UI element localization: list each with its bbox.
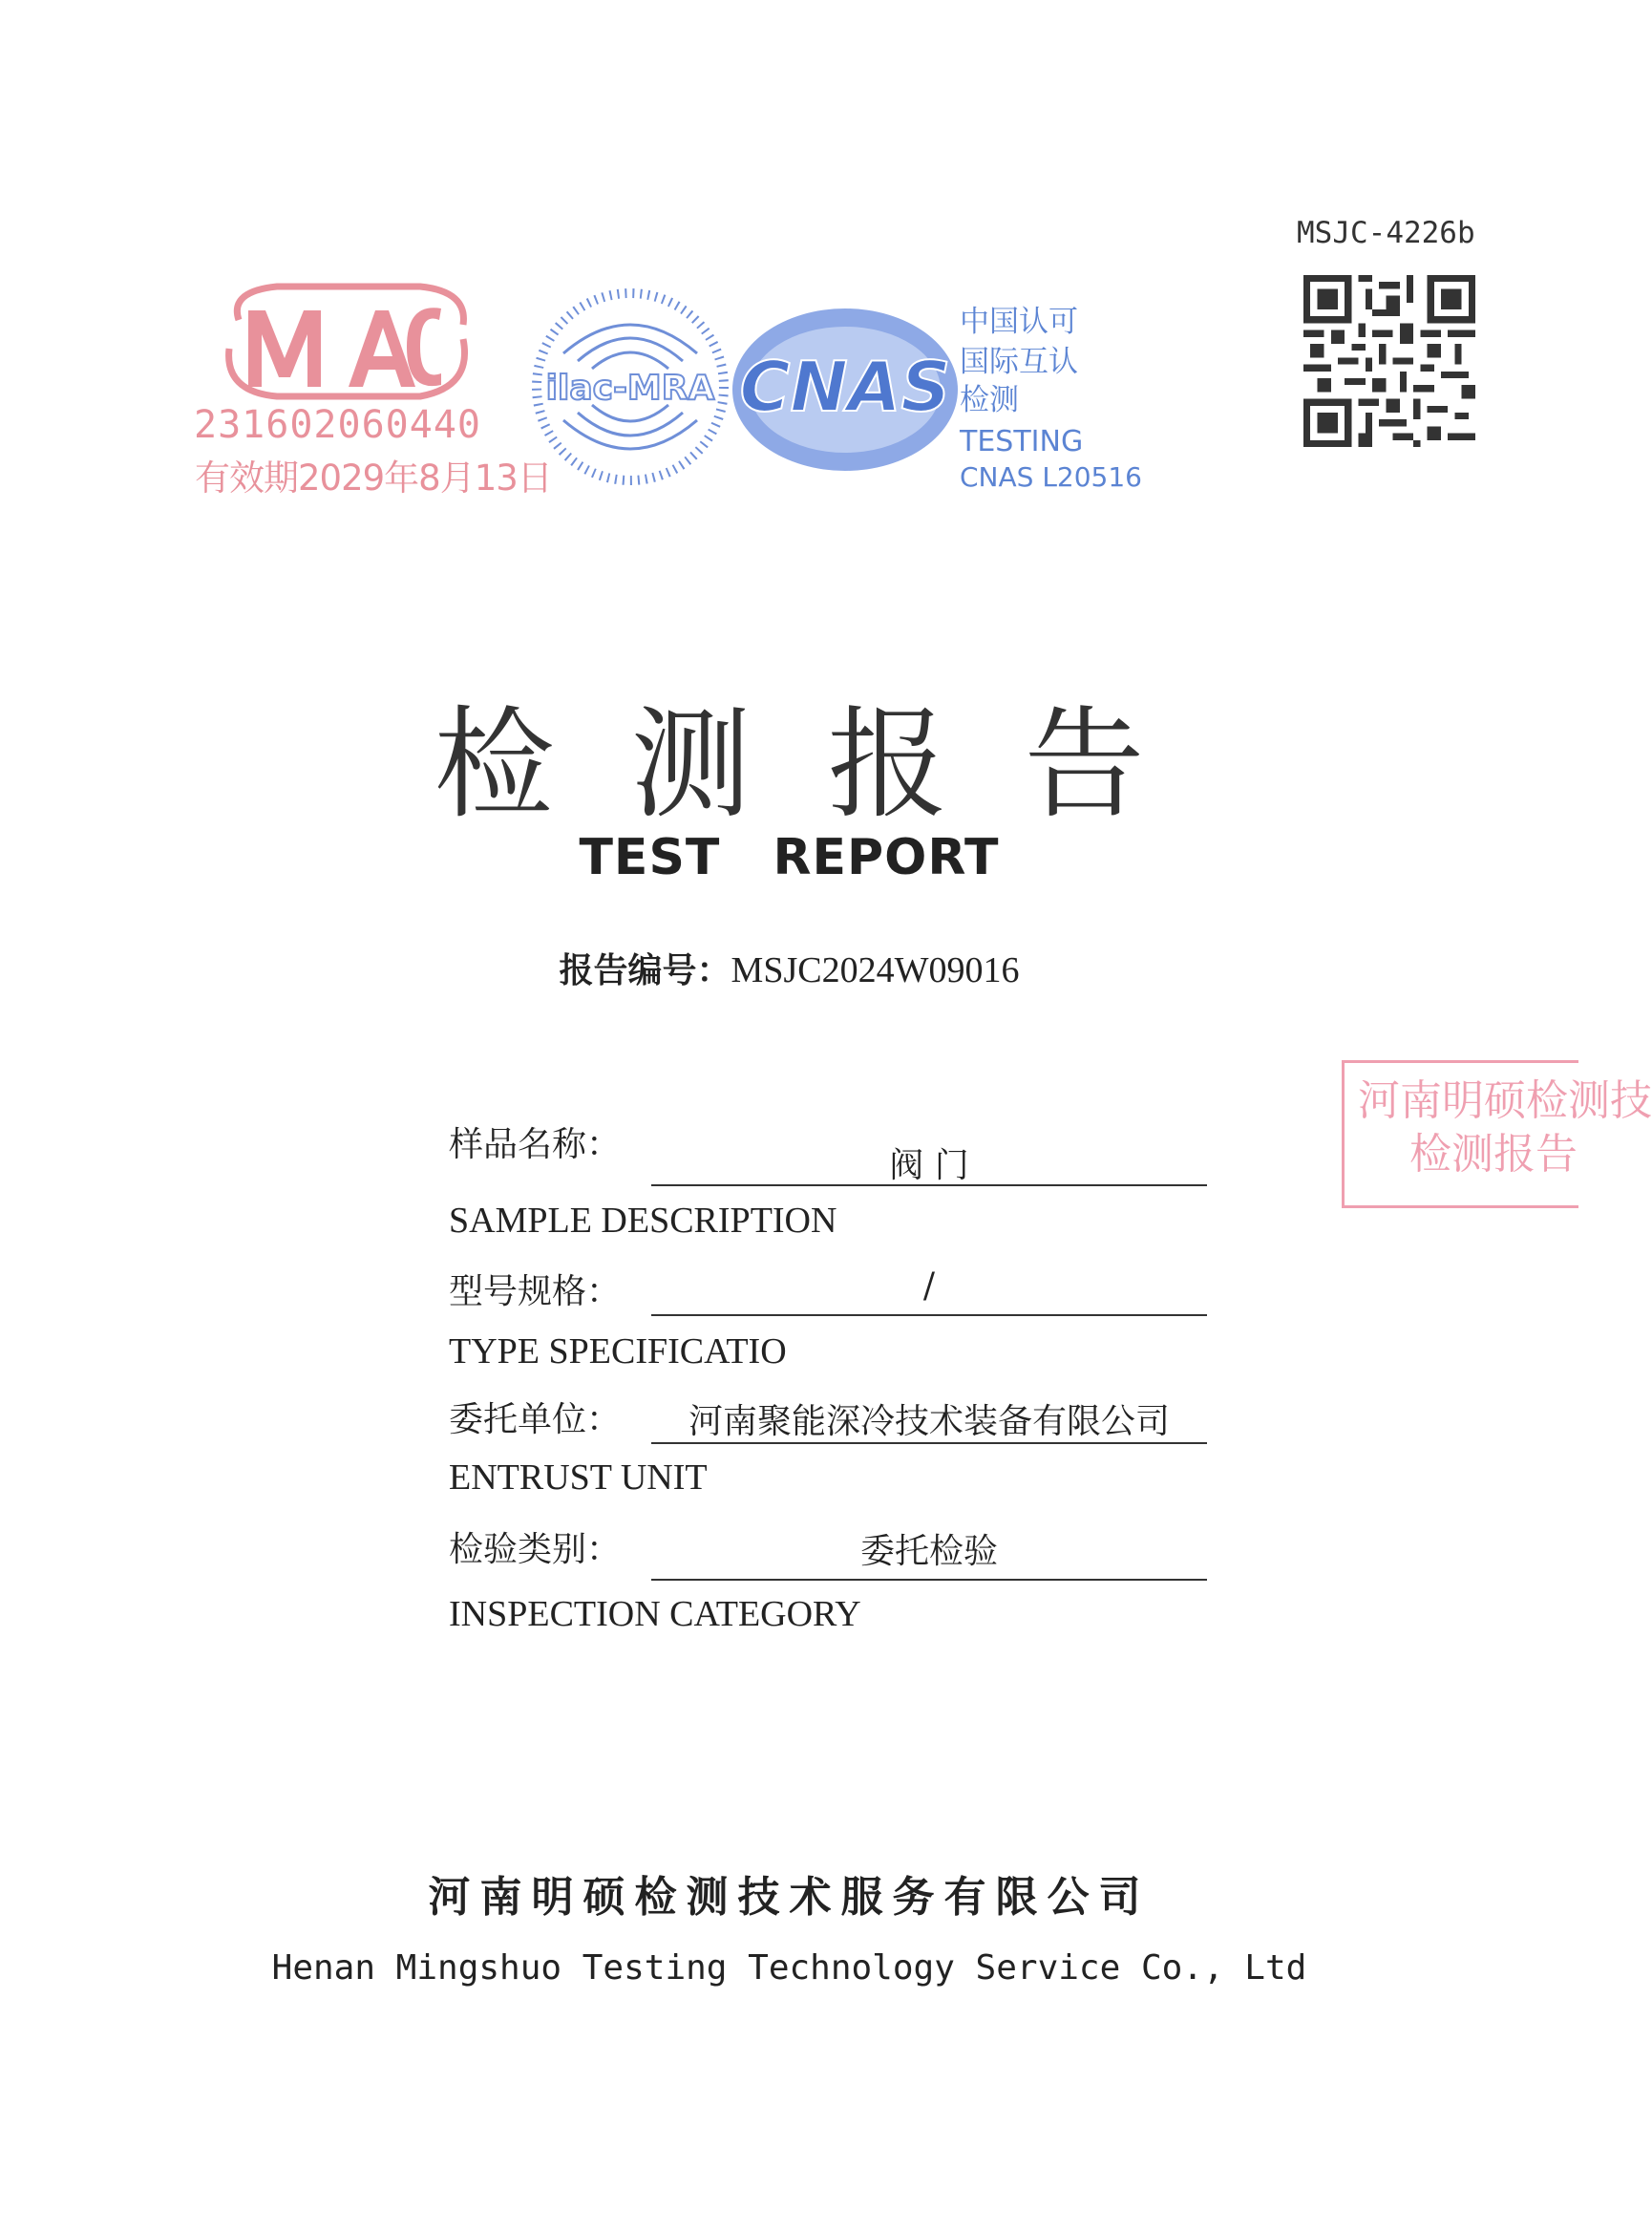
cnas-text-line2: 国际互认 bbox=[960, 345, 1078, 379]
entrust-unit-label-en: ENTRUST UNIT bbox=[449, 1457, 708, 1498]
company-name-en: Henan Mingshuo Testing Technology Service Co., Ltd bbox=[271, 1948, 1307, 1988]
report-title-cn: 检测报告 bbox=[434, 694, 1221, 835]
cma-validity: 有效期2029年8月13日 bbox=[195, 457, 552, 499]
svg-text:CNAS: CNAS bbox=[739, 347, 951, 427]
seal-line1: 河南明硕检测技 bbox=[1358, 1076, 1652, 1125]
svg-text:ilac-MRA: ilac-MRA bbox=[545, 369, 715, 408]
cnas-text-line5: CNAS L20516 bbox=[960, 461, 1142, 493]
inspection-category-value: 委托检验 bbox=[859, 1532, 998, 1571]
entrust-unit-value: 河南聚能深冷技术装备有限公司 bbox=[688, 1402, 1170, 1441]
sample-name-label: 样品名称： bbox=[449, 1125, 622, 1164]
inspection-category-label: 检验类别： bbox=[449, 1530, 622, 1569]
document-code: MSJC-4226b bbox=[1297, 216, 1475, 250]
inspection-category-label-en: INSPECTION CATEGORY bbox=[449, 1594, 861, 1634]
seal-line2: 检测报告 bbox=[1409, 1130, 1578, 1179]
model-spec-label: 型号规格： bbox=[449, 1272, 622, 1311]
report-number-label: 报告编号： bbox=[559, 951, 731, 990]
report-number-value: MSJC2024W09016 bbox=[731, 950, 1020, 990]
cnas-logo bbox=[726, 304, 964, 476]
company-name-cn: 河南明硕检测技术服务有限公司 bbox=[428, 1873, 1151, 1922]
model-spec-underline bbox=[651, 1314, 1207, 1316]
sample-description-label-en: SAMPLE DESCRIPTION bbox=[449, 1201, 837, 1241]
cnas-text-line4: TESTING bbox=[960, 425, 1084, 458]
sample-name-underline bbox=[651, 1184, 1207, 1186]
report-number bbox=[0, 944, 1578, 992]
model-spec-value: / bbox=[922, 1266, 936, 1306]
qr-code-icon bbox=[1303, 275, 1475, 447]
cnas-text-line3: 检测 bbox=[960, 383, 1019, 417]
entrust-unit-underline bbox=[651, 1442, 1207, 1444]
report-title-en: TEST REPORT bbox=[579, 829, 1000, 886]
type-specification-label-en: TYPE SPECIFICATIO bbox=[449, 1331, 787, 1372]
company-seal bbox=[1342, 1060, 1652, 1208]
cma-certificate-code: 231602060440 bbox=[194, 403, 481, 447]
sample-name-value: 阀 门 bbox=[889, 1146, 969, 1185]
ilac-mra-logo bbox=[530, 287, 731, 487]
entrust-unit-label: 委托单位： bbox=[449, 1400, 622, 1439]
inspection-category-underline bbox=[651, 1579, 1207, 1581]
cnas-text-line1: 中国认可 bbox=[960, 305, 1078, 339]
